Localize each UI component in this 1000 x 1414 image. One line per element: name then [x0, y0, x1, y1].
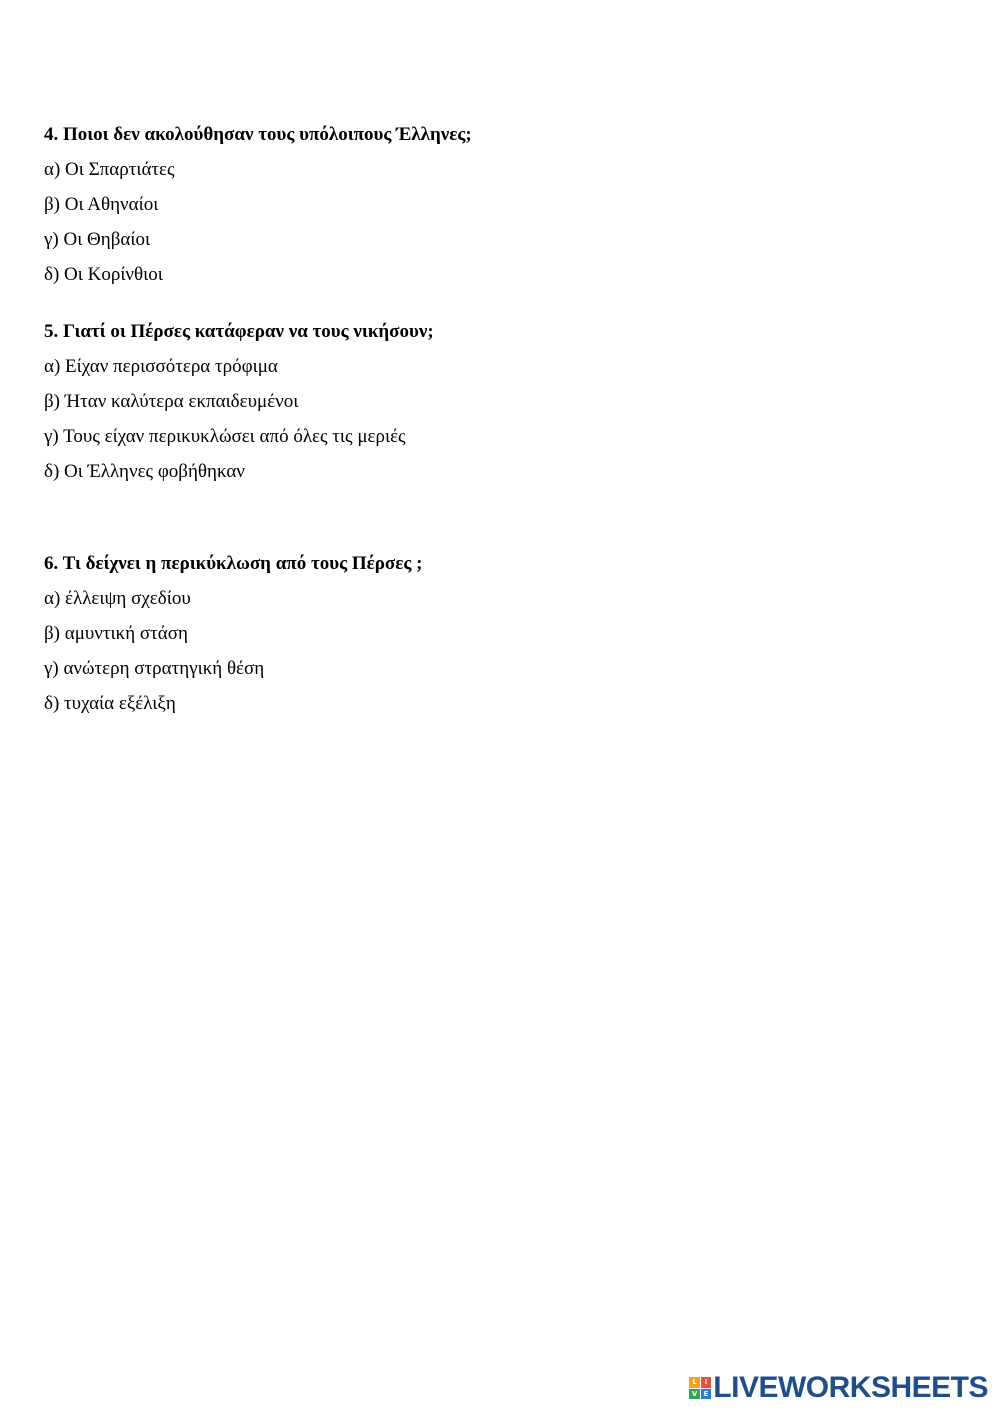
logo-text: LIVEWORKSHEETS	[713, 1371, 988, 1404]
answer-option[interactable]: α) Είχαν περισσότερα τρόφιμα	[44, 356, 278, 377]
answer-option[interactable]: γ) Οι Θηβαίοι	[44, 229, 151, 250]
answer-option[interactable]: δ) Οι Έλληνες φοβήθηκαν	[44, 461, 245, 482]
liveworksheets-logo	[689, 1372, 988, 1404]
question-5	[44, 321, 434, 496]
answer-option[interactable]: δ) Οι Κορίνθιοι	[44, 264, 163, 285]
answer-option[interactable]: β) αμυντική στάση	[44, 623, 188, 644]
answer-option[interactable]: γ) Τους είχαν περικυκλώσει από όλες τις μεριές	[44, 426, 406, 447]
logo-tile: I	[701, 1377, 712, 1388]
answer-option[interactable]: δ) τυχαία εξέλιξη	[44, 693, 176, 714]
question-title: 4. Ποιοι δεν ακολούθησαν τους υπόλοιπους Έλληνες;	[44, 124, 472, 145]
logo-tile: E	[701, 1389, 712, 1400]
logo-tile: V	[689, 1389, 700, 1400]
question-title: 5. Γιατί οι Πέρσες κατάφεραν να τους νικήσουν;	[44, 321, 434, 342]
answer-option[interactable]: α) Οι Σπαρτιάτες	[44, 159, 175, 180]
answer-option[interactable]: β) Ήταν καλύτερα εκπαιδευμένοι	[44, 391, 299, 412]
question-6	[44, 553, 422, 728]
answer-option[interactable]: γ) ανώτερη στρατηγική θέση	[44, 658, 265, 679]
question-4	[44, 124, 472, 299]
question-title: 6. Τι δείχνει η περικύκλωση από τους Πέρσες ;	[44, 553, 423, 574]
answer-option[interactable]: β) Οι Αθηναίοι	[44, 194, 159, 215]
logo-tile: L	[689, 1377, 700, 1388]
liveworksheets-icon	[689, 1377, 711, 1399]
answer-option[interactable]: α) έλλειψη σχεδίου	[44, 588, 191, 609]
